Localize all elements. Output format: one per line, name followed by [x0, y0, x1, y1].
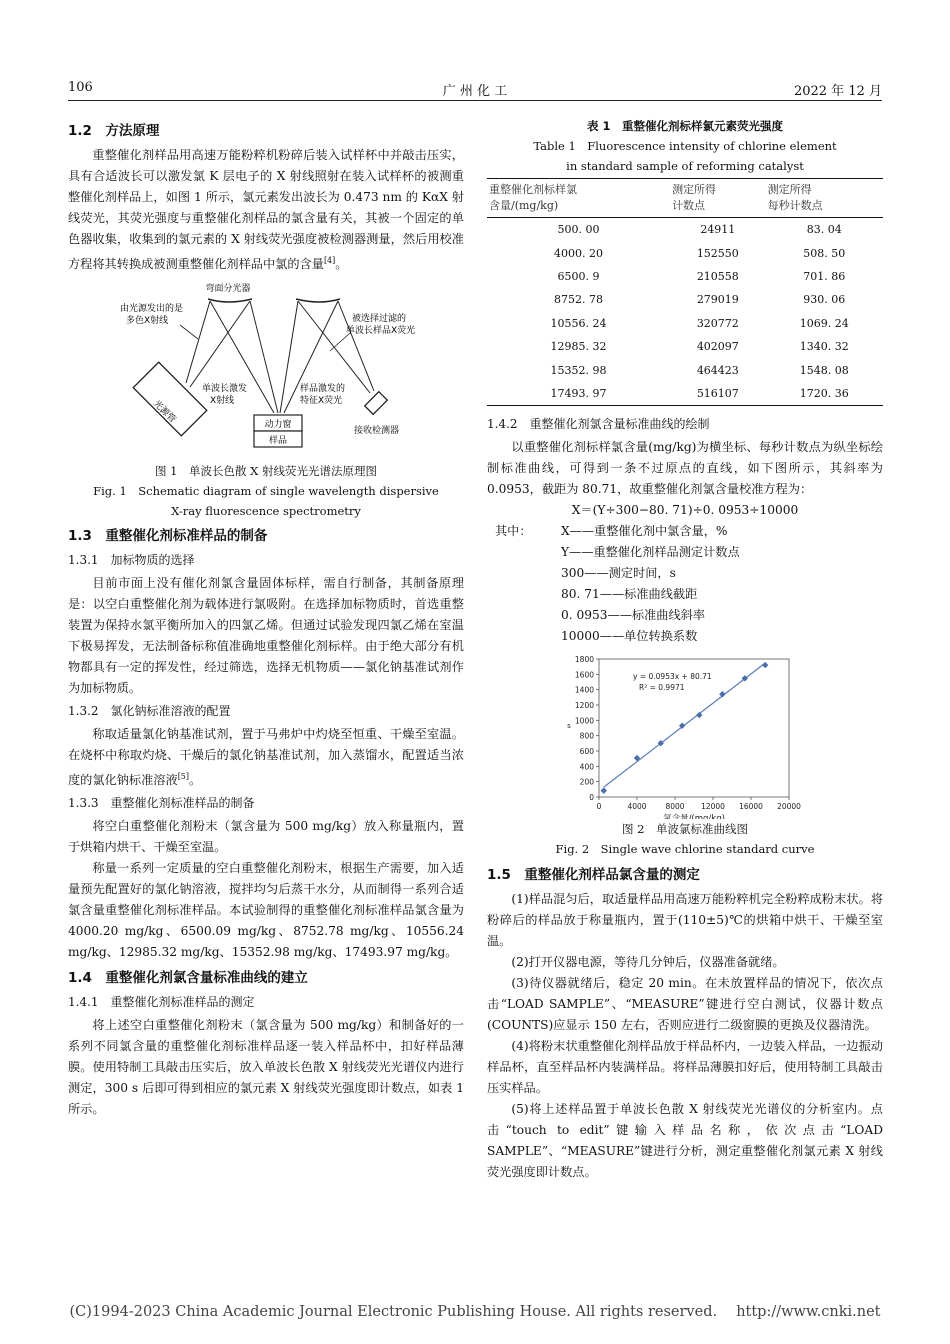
figure-1-caption-en-2: X-ray fluorescence spectrometry — [171, 504, 361, 519]
table-row: 6500. 9 210558 701. 86 — [557, 269, 846, 283]
section-1-4-title: 1.4 重整催化剂氯含量标准曲线的建立 — [68, 970, 308, 987]
y-tick-label: 600 — [579, 747, 594, 757]
section-1-3-3-para-2: 称量一系列一定质量的空白重整催化剂粉末，根据生产需要，加入适量预先配置好的氯化钠溶液，搅拌均匀后蒸干水分，从而制得一系列合适氯含量重整催化剂标准样品。本试验制得的重整催化剂标准样品氯含量为 4000.20 mg/kg、6500.09 mg/kg、8752.78 mg/kg、10556.24 mg/kg、12985.32 mg/kg、15352.98 mg/kg、17493.97 mg/kg。 — [68, 861, 464, 960]
source-label-2: 多色X射线 — [126, 316, 169, 327]
legend-item: 300——测定时间，s — [561, 566, 676, 581]
excite-label-1: 单波长激发 — [202, 384, 248, 395]
detector-label: 接收检测器 — [354, 426, 400, 437]
step-item: (5)将上述样品置于单波长色散 X 射线荧光光谱仪的分析室内。点击“touch to edit”键输入样品名称，依次点击“LOAD SAMPLE”、“MEASURE”键进行分析，测定重整催化剂氯元素 X 射线荧光强度即计数点。 — [487, 1102, 883, 1180]
figure-2-caption-zh: 图 2 单波氯标准曲线图 — [622, 822, 748, 837]
page-number: 106 — [68, 80, 93, 95]
crystal-label: 弯面分光器 — [205, 284, 251, 295]
formula-legend-label: 其中： — [495, 524, 532, 539]
step-item: (4)将粉末状重整催化剂样品放于样品杯内，一边装入样品，一边振动样品杯，直至样品杯内装满样品。将样品薄膜扣好后，使用特制工具敲击压实样品。 — [487, 1039, 883, 1096]
y-tick-label: 1600 — [574, 670, 594, 680]
y-axis-label: s — [567, 722, 571, 731]
x-tick-label: 16000 — [739, 802, 763, 812]
x-axis-label: 氯含量/(mg/kg) — [663, 814, 725, 820]
table-1-title-en-1: Table 1 Fluorescence intensity of chlorine element — [533, 139, 837, 153]
tube-label: 光源管 — [151, 399, 178, 426]
char-label-1: 样品激发的 — [300, 384, 346, 395]
table-row: 17493. 97 516107 1720. 36 — [487, 382, 883, 406]
crystal-left — [208, 299, 252, 302]
figure-1-caption-en-1: Fig. 1 Schematic diagram of single wavelength dispersive — [93, 484, 439, 499]
crystal-right — [296, 299, 340, 302]
table-row: 500. 00 24911 83. 04 — [557, 223, 842, 237]
x-tick-label: 12000 — [701, 802, 725, 812]
legend-item: 10000——单位转换系数 — [561, 629, 698, 644]
detector-box — [365, 392, 388, 415]
y-tick-label: 800 — [579, 731, 594, 741]
fit-equation: y = 0.0953x + 80.71 — [633, 672, 712, 682]
selected-label-1: 被选择过滤的 — [352, 314, 407, 325]
table-row: 8752. 78 279019 930. 06 — [554, 293, 846, 307]
sample-label: 样品 — [268, 436, 288, 447]
header-rule — [68, 100, 882, 101]
section-1-4-2-para: 以重整催化剂标样氯含量(mg/kg)为横坐标、每秒计数点为纵坐标绘制标准曲线，可得到一条不过原点的直线，如下图所示，其斜率为 0.0953，截距为 80.71，故重整催化剂氯含量校准方程为： — [487, 440, 883, 497]
section-1-4-2-title: 1.4.2 重整催化剂氯含量标准曲线的绘制 — [487, 417, 710, 432]
y-tick-label: 0 — [589, 793, 594, 803]
issue-date: 2022 年 12 月 — [793, 84, 882, 99]
section-1-3-3-title: 1.3.3 重整催化剂标准样品的制备 — [68, 796, 255, 811]
window-label: 动力窗 — [264, 420, 292, 431]
figure-2-caption-en: Fig. 2 Single wave chlorine standard curve — [555, 842, 815, 857]
section-1-3-1-para: 目前市面上没有催化剂氯含量固体标样，需自行制备，其制备原理是：以空白重整催化剂为载体进行氯吸附。在选择加标物质时，首选重整装置为保持水氯平衡所加入的四氯乙烯。但通过试验发现四氯乙烯在室温下极易挥发，无法制备标称值准确地重整催化剂标样。由于绝大部分有机物都具有一定的挥发性，经过筛选，选择无机物质——氯化钠基准试剂作为加标物质。 — [68, 576, 464, 696]
y-tick-label: 400 — [579, 762, 594, 772]
section-1-3-2-title: 1.3.2 氯化钠标准溶液的配置 — [68, 704, 231, 719]
copyright-footer: (C)1994-2023 China Academic Journal Electronic Publishing House. All rights reserved. http://www.cnki.net — [69, 1304, 881, 1320]
figure-1-diagram — [68, 281, 464, 459]
section-1-3-1-title: 1.3.1 加标物质的选择 — [68, 553, 195, 568]
table-1-col-2-header: 测定所得 计数点 — [670, 179, 766, 218]
legend-item: 80. 71——标准曲线截距 — [561, 587, 698, 602]
figure-2 — [487, 651, 883, 819]
section-1-4-1-title: 1.4.1 重整催化剂标准样品的测定 — [68, 995, 255, 1010]
x-tick-label: 0 — [596, 802, 602, 812]
source-label-1: 由光源发出的是 — [120, 304, 184, 315]
section-1-2-para: 重整催化剂样品用高速万能粉粹机粉碎后装入试样杯中并敲击压实，具有合适波长可以激发氯 K 层电子的 X 射线照射在装入试样杯的被测重整催化剂样品上，如图 1 所示，氯元素发出波长为 0.473 nm 的 KαX 射线荧光，其荧光强度与重整催化剂样品的氯含量有关，其被一个固定的单色器收集，收集到的氯元素的 X 射线荧光强度被检测器测量，然后用校准方程将其转换成被测重整催化剂样品中氯的含量[4]。 — [68, 148, 464, 272]
table-row: 15352. 98 464423 1548. 08 — [550, 363, 849, 377]
figure-1-caption-zh: 图 1 单波长色散 X 射线荧光光谱法原理图 — [155, 464, 377, 479]
left-column — [68, 116, 464, 1120]
step-item: (2)打开仪器电源，等待几分钟后，仪器准备就绪。 — [511, 955, 785, 970]
y-tick-label: 200 — [579, 777, 594, 787]
step-item: (3)待仪器就绪后，稳定 20 min。在未放置样品的情况下，依次点击“LOAD SAMPLE”、“MEASURE”键进行空白测试，仪器计数点(COUNTS)应显示 150 左右，否则应进行二级窗膜的更换及仪器清洗。 — [487, 976, 883, 1033]
section-1-3-3-para-1: 将空白重整催化剂粉末（氯含量为 500 mg/kg）放入称量瓶内，置于烘箱内烘干、干燥至室温。 — [68, 819, 464, 855]
table-1-title-en-2: in standard sample of reforming catalyst — [566, 159, 804, 173]
y-tick-label: 1200 — [574, 701, 594, 711]
excite-label-2: X射线 — [210, 396, 235, 407]
table-row: 10556. 24 320772 1069. 24 — [550, 316, 849, 330]
table-1-title-zh: 表 1 重整催化剂标样氯元素荧光强度 — [586, 119, 783, 133]
formula-legend — [487, 521, 883, 647]
selected-label-2: 单波长样品X荧光 — [346, 326, 416, 337]
y-tick-label: 1400 — [574, 685, 594, 695]
section-1-4-1-para: 将上述空白重整催化剂粉末（氯含量为 500 mg/kg）和制备好的一系列不同氯含量的重整催化剂标准样品逐一装入样品杯中，扣好样品薄膜。使用特制工具敲击压实后，放入单波长色散 X 射线荧光光谱仪内进行测定，300 s 后即可得到相应的氯元素 X 射线荧光强度即计数点，如表 1 所示。 — [68, 1018, 464, 1117]
table-1-header-row — [487, 179, 883, 218]
section-1-5-title: 1.5 重整催化剂样品氯含量的测定 — [487, 867, 700, 884]
right-column — [487, 116, 883, 1183]
legend-item: X——重整催化剂中氯含量，% — [561, 524, 728, 539]
table-1 — [487, 178, 883, 406]
char-label-2: 特征X荧光 — [300, 396, 343, 407]
fit-r-squared: R² = 0.9971 — [639, 683, 685, 693]
legend-item: 0. 0953——标准曲线斜率 — [561, 608, 706, 623]
standard-curve-chart — [487, 651, 883, 819]
section-1-2-title: 1.2 方法原理 — [68, 123, 160, 139]
x-tick-label: 20000 — [777, 802, 801, 812]
y-tick-label: 1000 — [574, 716, 594, 726]
x-tick-label: 4000 — [627, 802, 647, 812]
table-row: 12985. 32 402097 1340. 32 — [550, 340, 849, 354]
figure-1 — [68, 281, 464, 459]
section-1-3-2-para: 称取适量氯化钠基准试剂，置于马弗炉中灼烧至恒重、干燥至室温。在烧杯中称取灼烧、干燥后的氯化钠基准试剂，加入蒸馏水，配置适当浓度的氯化钠标准溶液[5]。 — [68, 727, 464, 788]
legend-item: Y——重整催化剂样品测定计数点 — [561, 545, 740, 560]
journal-name: 广 州 化 工 — [442, 84, 508, 99]
section-1-3-title: 1.3 重整催化剂标准样品的制备 — [68, 528, 268, 545]
step-item: (1)样品混匀后，取适量样品用高速万能粉粹机完全粉粹成粉末状。将粉碎后的样品放于称量瓶内，置于(110±5)℃的烘箱中烘干、干燥至室温。 — [487, 892, 883, 949]
calibration-formula: X＝(Y÷300−80. 71)÷0. 0953÷10000 — [571, 503, 799, 518]
table-row: 4000. 20 152550 508. 50 — [554, 246, 846, 260]
table-1-col-3-header: 测定所得 每秒计数点 — [766, 179, 883, 218]
table-1-col-1-header: 重整催化剂标样氯 含量/(mg/kg) — [487, 179, 670, 218]
x-tick-label: 8000 — [665, 802, 685, 812]
y-tick-label: 1800 — [574, 655, 594, 665]
